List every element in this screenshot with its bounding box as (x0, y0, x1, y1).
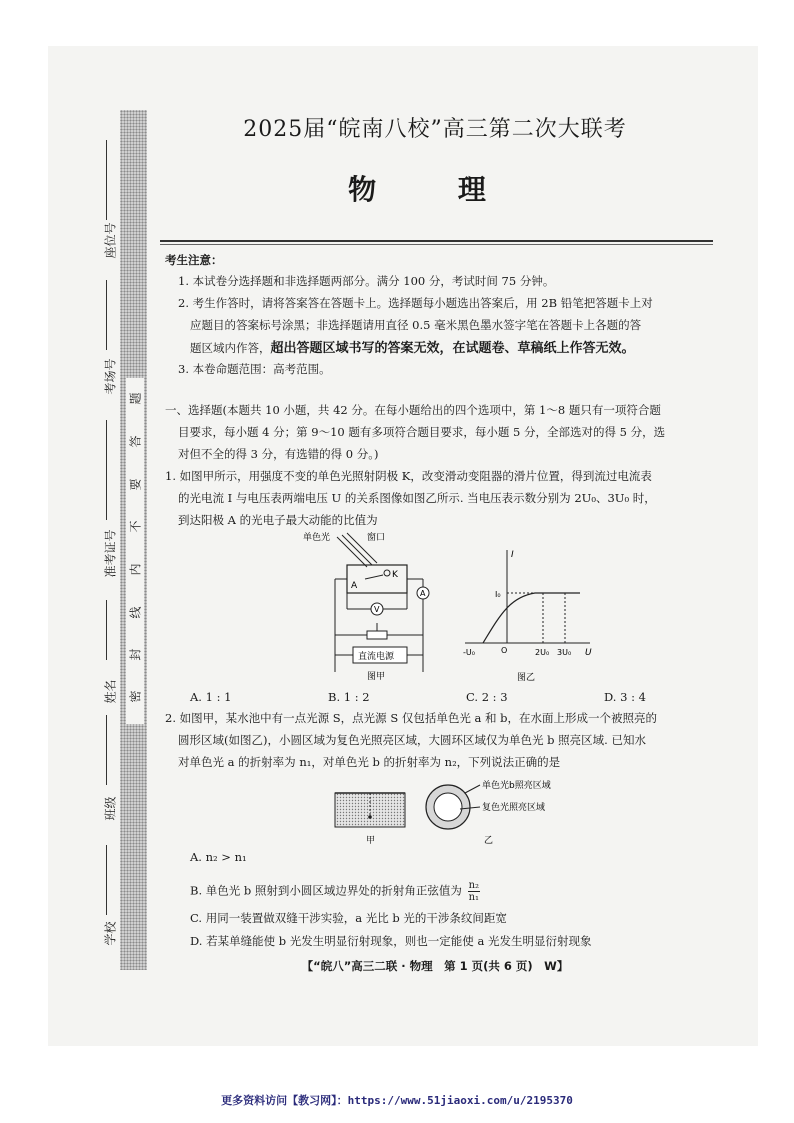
cathode-label: K (392, 570, 398, 580)
u-axis-label: U (585, 648, 592, 658)
light-ray (337, 537, 367, 567)
q1-line-2: 的光电流 I 与电压表两端电压 U 的关系图像如图乙所示. 当电压表示数分别为 2U₀、3U₀ 时， (178, 491, 656, 505)
seat-line (106, 140, 107, 220)
exam-title: 2025届“皖南八校”高三第二次大联考 (243, 117, 627, 142)
school-line (106, 845, 107, 915)
fraction-denominator: n₁ (468, 892, 480, 903)
notice-item-2-plain: 题区域内作答， (190, 341, 271, 355)
header-rule-thin (160, 244, 713, 245)
fig-a-caption: 图甲 (367, 672, 386, 682)
seal-char: 题 (128, 392, 143, 405)
exam-subject: 物 理 (348, 173, 522, 206)
seal-char: 线 (128, 606, 143, 619)
seal-char: 封 (128, 648, 143, 661)
anode-label: A (351, 581, 358, 591)
notice-item-2-cont: 应题目的答案标号涂黑；非选择题请用直径 0.5 毫米黑色墨水签字笔在答题卡上各题的答 (190, 318, 642, 332)
page-footer: 【“皖八”高三二联 · 物理 第 1 页(共 6 页) W】 (301, 959, 569, 973)
seal-char: 不 (128, 520, 143, 533)
seal-char: 答 (128, 435, 143, 448)
2u0-label: 2U₀ (535, 648, 550, 657)
seal-char: 内 (128, 563, 143, 576)
seal-char: 要 (128, 478, 143, 491)
notice-item-2: 2. 考生作答时，请将答案答在答题卡上。选择题每小题选出答案后，用 2B 铅笔把答题卡上对 (178, 296, 653, 310)
neg-u0-label: -U₀ (463, 648, 475, 657)
rheostat (367, 631, 387, 639)
q2-line-1: 2. 如图甲，某水池中有一点光源 S，点光源 S 仅包括单色光 a 和 b，在水面上形成一个被照亮的 (165, 711, 658, 725)
voltmeter-label: V (374, 605, 380, 614)
i0-label: I₀ (495, 590, 501, 599)
notice-item-3: 3. 本卷命题范围：高考范围。 (178, 362, 331, 376)
ammeter-label: A (420, 589, 426, 598)
notice-item-2-bold: 超出答题区域书写的答案无效，在试题卷、草稿纸上作答无效。 (270, 341, 635, 356)
ticket-line (106, 420, 107, 520)
seal-char: 密 (128, 690, 143, 703)
ring-region-label: 单色光b照亮区域 (482, 781, 551, 791)
notice-heading: 考生注意： (165, 253, 223, 267)
q1-option-d[interactable]: D. 3 : 4 (604, 690, 646, 704)
resource-link[interactable]: 更多资料访问【教习网】：https://www.51jiaoxi.com/u/2195370 (221, 1094, 573, 1107)
small-circle-region (434, 793, 462, 821)
q1-circuit-figure (295, 527, 455, 687)
q1-option-a[interactable]: A. 1 : 1 (190, 690, 232, 704)
cathode (384, 570, 390, 576)
q2-fig-b-caption: 乙 (484, 836, 494, 846)
i-axis-label: I (511, 550, 514, 560)
name-field-label: 姓名 (103, 679, 118, 704)
q2-line-3: 对单色光 a 的折射率为 n₁，对单色光 b 的折射率为 n₂，下列说法正确的是 (178, 755, 561, 769)
q2-figure (330, 775, 600, 847)
section-1-line-2: 目要求，每小题 4 分；第 9～10 题有多项符合题目要求，每小题 5 分，全部选对的得 5 分，选 (178, 425, 666, 439)
electron-path (365, 575, 383, 579)
name-line (106, 600, 107, 660)
light-label: 单色光 (303, 533, 331, 543)
q2-line-2: 圆形区域(如图乙)，小圆区域为复色光照亮区域，大圆环区域仅为单色光 b 照亮区域. 已知水 (178, 733, 646, 747)
q1-option-b[interactable]: B. 1 : 2 (328, 690, 370, 704)
q1-line-3: 到达阳极 A 的光电子最大动能的比值为 (178, 513, 378, 527)
q2-option-b-fraction (468, 880, 480, 903)
school-field-label: 学校 (103, 921, 118, 946)
q2-option-a[interactable]: A. n₂ > n₁ (190, 850, 247, 864)
q2-option-d[interactable]: D. 若某单缝能使 b 光发生明显衍射现象，则也一定能使 a 光发生明显衍射现象 (190, 934, 592, 948)
q2-option-b[interactable] (190, 880, 480, 903)
room-line (106, 280, 107, 350)
class-field-label: 班级 (103, 796, 118, 821)
section-1-line-3: 对但不全的得 3 分，有选错的得 0 分。) (178, 447, 379, 461)
notice-item-2-end (190, 339, 635, 359)
q1-line-1: 1. 如图甲所示，用强度不变的单色光照射阴极 K，改变滑动变阻器的滑片位置，得到流过电流表 (165, 469, 652, 483)
seat-field-label: 座位号 (103, 222, 118, 259)
q2-option-b-text: B. 单色光 b 照射到小圆区域边界处的折射角正弦值为 (190, 883, 462, 898)
power-label: 直流电源 (358, 652, 395, 662)
q1-option-c[interactable]: C. 2 : 3 (466, 690, 508, 704)
class-line (106, 715, 107, 785)
header-rule (160, 240, 713, 242)
q2-fig-a-caption: 甲 (366, 836, 376, 846)
leader-line (465, 785, 480, 793)
mix-region-label: 复色光照亮区域 (482, 803, 546, 813)
origin-label: O (501, 646, 508, 655)
light-source-s (368, 815, 372, 819)
fraction-numerator: n₂ (468, 880, 480, 891)
window-label: 窗口 (367, 533, 386, 543)
notice-item-1: 1. 本试卷分选择题和非选择题两部分。满分 100 分，考试时间 75 分钟。 (178, 274, 555, 288)
room-field-label: 考场号 (103, 358, 118, 395)
seal-box (126, 378, 144, 724)
q1-iu-graph (455, 545, 595, 685)
section-1-line-1: 一、选择题(本题共 10 小题，共 42 分。在每小题给出的四个选项中，第 1～8 题只有一项符合题 (165, 403, 661, 417)
q2-option-c[interactable]: C. 用同一装置做双缝干涉实验，a 光比 b 光的干涉条纹间距宽 (190, 911, 507, 925)
3u0-label: 3U₀ (557, 648, 572, 657)
ticket-field-label: 准考证号 (103, 529, 118, 578)
fig-b-caption: 图乙 (517, 673, 536, 683)
